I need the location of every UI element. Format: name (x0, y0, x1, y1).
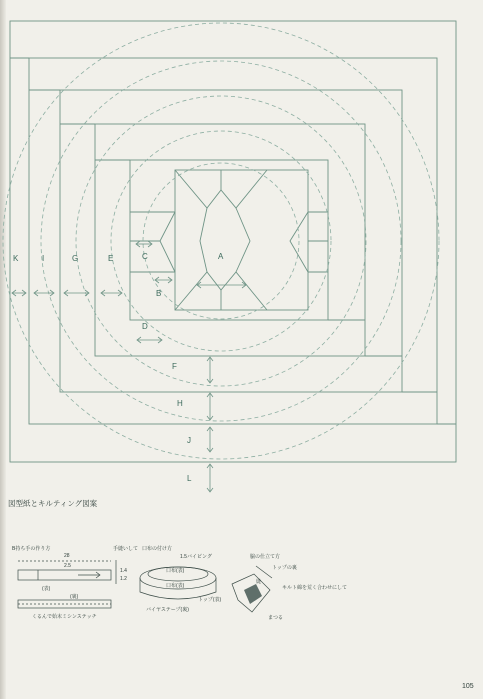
finish-quilt-label: キルト綿を荒く合わせにして (282, 585, 347, 591)
finish-stitch-label: まつる (268, 615, 284, 621)
strap-part-front: (表) (42, 586, 51, 592)
strap-bottom-note: くるんで始末ミシンステッチ (32, 614, 97, 620)
label-f: F (172, 362, 177, 371)
opening-title: 口布の付け方 (142, 546, 173, 552)
finish-title: 脇の仕立て方 (250, 554, 281, 560)
opening-bias-tape-label: バイヤステープ(裏) (146, 607, 189, 613)
label-c: C (142, 252, 148, 261)
opening-top-label: トップ(表) (198, 597, 222, 603)
label-d: D (142, 322, 148, 331)
opening-back-label: 口布(表) (166, 583, 185, 589)
strap-seam-label: 2.5 (64, 563, 71, 569)
figure-caption: 図型紙とキルティング図案 (8, 499, 98, 508)
label-g: G (72, 254, 79, 263)
label-h: H (177, 399, 183, 408)
label-l: L (187, 474, 192, 483)
page-number: 105 (462, 683, 474, 690)
label-b: B (156, 289, 162, 298)
frame-g (95, 124, 365, 356)
strap-width-label: 1.4 (120, 568, 127, 574)
frame-outer (10, 21, 456, 462)
strap-fold-note: 手縫いして (113, 546, 139, 552)
frame-k (29, 58, 437, 424)
strap-part-back: (裏) (70, 594, 79, 600)
label-k: K (13, 254, 19, 263)
strap-title: B持ち手の作り方 (12, 546, 51, 552)
opening-front-label: 口布(表) (166, 568, 185, 574)
label-i: I (42, 254, 45, 263)
opening-bias-label: 1.5バイピング (180, 554, 212, 560)
label-j: J (187, 436, 191, 445)
strap-length-label: 28 (64, 553, 70, 559)
finish-side-label: 縫 (256, 579, 262, 585)
label-a: A (218, 252, 224, 261)
block-a (175, 170, 308, 310)
finish-top-label: トップの裏 (272, 565, 297, 571)
label-e: E (108, 254, 114, 263)
strap-width2-label: 1.2 (120, 576, 127, 582)
